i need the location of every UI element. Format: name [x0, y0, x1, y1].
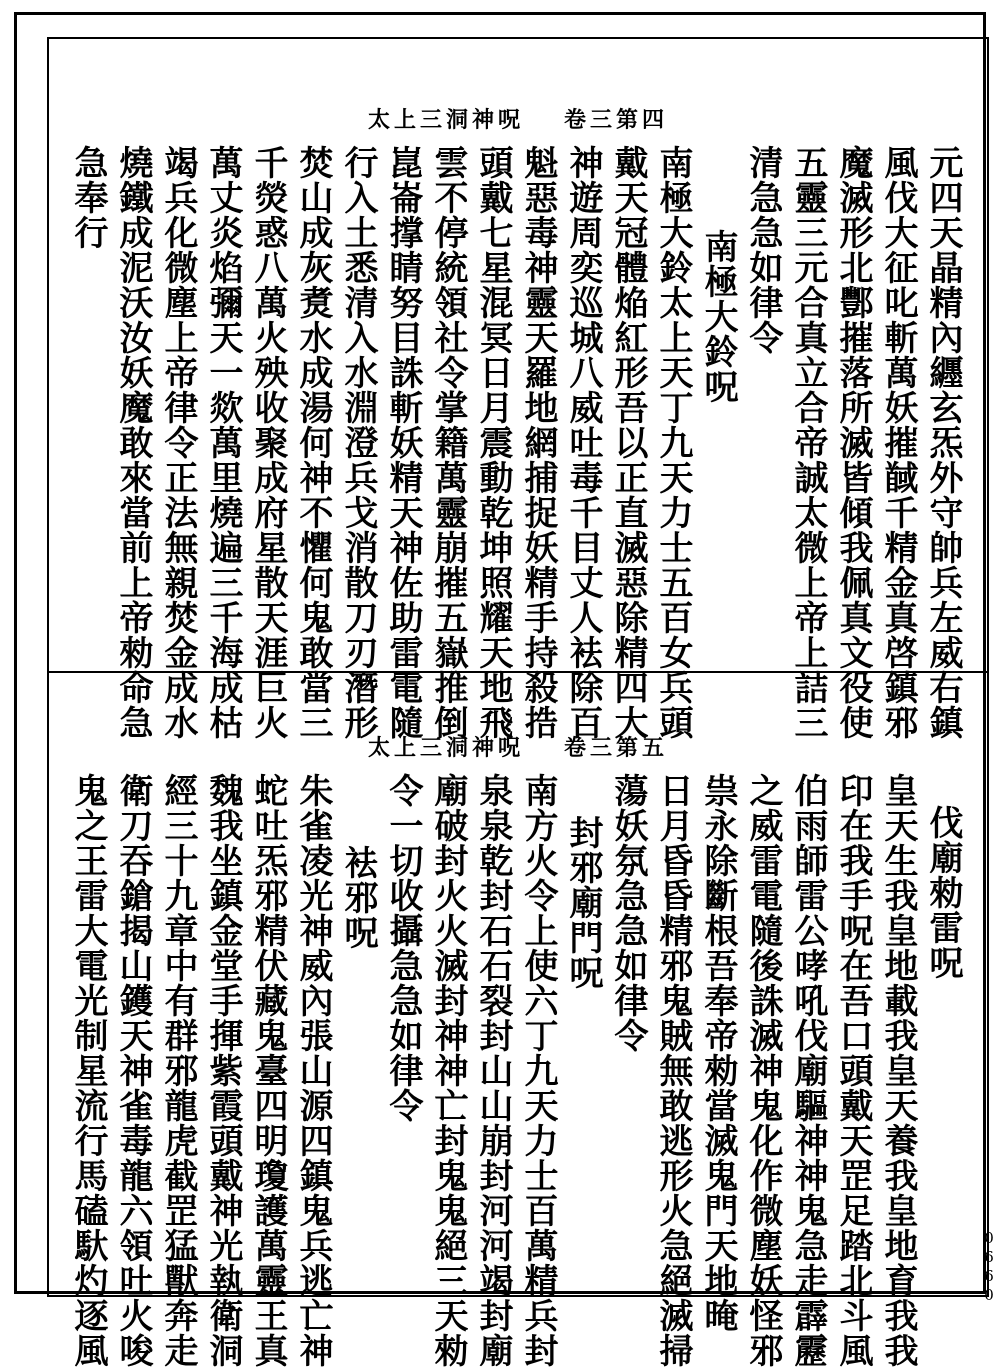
section-title: 伐廟勑雷呪: [923, 805, 963, 980]
text-column: 焚山成灰煑水成湯何神不懼何鬼敢當三: [293, 145, 333, 740]
text-column: 經三十九章中有群邪龍虎截罡猛獸奔走: [158, 773, 198, 1368]
text-column: 南極大鈴太上天丁九天力士五百女兵頭: [653, 145, 693, 740]
bottom-header-volume: 卷三第五: [564, 735, 669, 761]
section-title: 南極大鈴呪: [698, 229, 738, 404]
text-column: 清急急如律令: [743, 145, 783, 355]
text-column: 日月昏昏精邪鬼賊無敢逃形火急絕滅掃: [653, 773, 693, 1368]
text-column: 急奉行: [68, 145, 108, 250]
section-title: 封邪廟門呪: [563, 815, 603, 990]
text-column: 伯雨師雷公哮吼伐廟驅神神鬼急走霹靂: [788, 773, 828, 1368]
text-column: 蛇吐炁邪精伏藏鬼臺四明瓊護萬靈王真: [248, 773, 288, 1368]
text-column: 雲不停統領社令掌籍萬靈崩摧五嶽推倒: [428, 145, 468, 740]
text-column: 魁惡毒神靈天羅地網捕捉妖精手持殺捁: [518, 145, 558, 740]
text-column: 印在我手呪在吾口頭戴天罡足踏北斗風: [833, 773, 873, 1368]
bottom-header-title: 太上三洞神呪: [367, 735, 524, 761]
text-column: 魔滅形北酆摧落所滅皆傾我佩真文役使: [833, 145, 873, 740]
text-column: 蕩妖氛急急如律令: [608, 773, 648, 1053]
text-column: 千熒惑八萬火殃收聚成府星散天涯巨火: [248, 145, 288, 740]
text-column: 元四天晶精內纒玄炁外守帥兵左威右鎮: [923, 145, 963, 740]
text-column: 祟永除斷根吾奉帝勑當滅鬼門天地晻: [698, 773, 738, 1333]
text-column: 令一切收攝急急如律令: [383, 773, 423, 1123]
text-column: 頭戴七星混冥日月震動乾坤照耀天地飛: [473, 145, 513, 740]
text-column: 行入土悉清入水淵澄兵戈消散刀刃潛形: [338, 145, 378, 740]
text-column: 風伐大征叱斬萬妖摧馘千精金真啓鎮邪: [878, 145, 918, 740]
text-column: 鬼之王雷大電光制星流行馬磕馱灼逐風: [68, 773, 108, 1368]
text-column: 魏我坐鎮金堂手揮紫霞頭戴神光執衛洞: [203, 773, 243, 1368]
top-header-volume: 卷三第四: [564, 107, 669, 133]
text-column: 衛刀吞鎗揭山鑊天神雀毒龍六領吐火唆: [113, 773, 153, 1368]
text-column: 竭兵化微塵上帝律令正法無親焚金成水: [158, 145, 198, 740]
text-column: 神遊周奕巡城八威吐毒千目丈人袪除百: [563, 145, 603, 740]
text-column: 泉泉乾封石石裂封山山崩封河河竭封廟: [473, 773, 513, 1368]
text-column: 萬丈炎焰彌天一欻萬里燒遍三千海成枯: [203, 145, 243, 740]
bottom-page-header: [49, 731, 987, 762]
text-column: 朱雀凌光神威內張山源四鎮鬼兵逃亡神: [293, 773, 333, 1368]
text-column: 戴天冠體焔紅形吾以正直滅惡除精四大: [608, 145, 648, 740]
text-column: 燒鐵成泥沃汝妖魔敢來當前上帝勑命急: [113, 145, 153, 740]
text-column: 崑崙撑睛努目誅斬妖精天神佐助雷電隨: [383, 145, 423, 740]
section-title: 袪邪呪: [338, 845, 378, 950]
text-column: 五靈三元合真立合帝誠太微上帝上詰三: [788, 145, 828, 740]
text-column: 皇天生我皇地載我皇天養我皇地育我我: [878, 773, 918, 1368]
top-header-title: 太上三洞神呪: [367, 107, 524, 133]
text-column: 廟破封火火滅封神神亡封鬼鬼絕三天勑: [428, 773, 468, 1368]
page-frame: [14, 12, 986, 1368]
page-number: 0660: [980, 1229, 998, 1305]
text-column: 南方火令上使六丁九天力士百萬精兵封: [518, 773, 558, 1368]
top-page-header: [49, 103, 987, 134]
text-column: 之威雷電隨後誅滅神鬼化作微塵妖怪邪: [743, 773, 783, 1368]
top-page-panel: [47, 37, 989, 740]
